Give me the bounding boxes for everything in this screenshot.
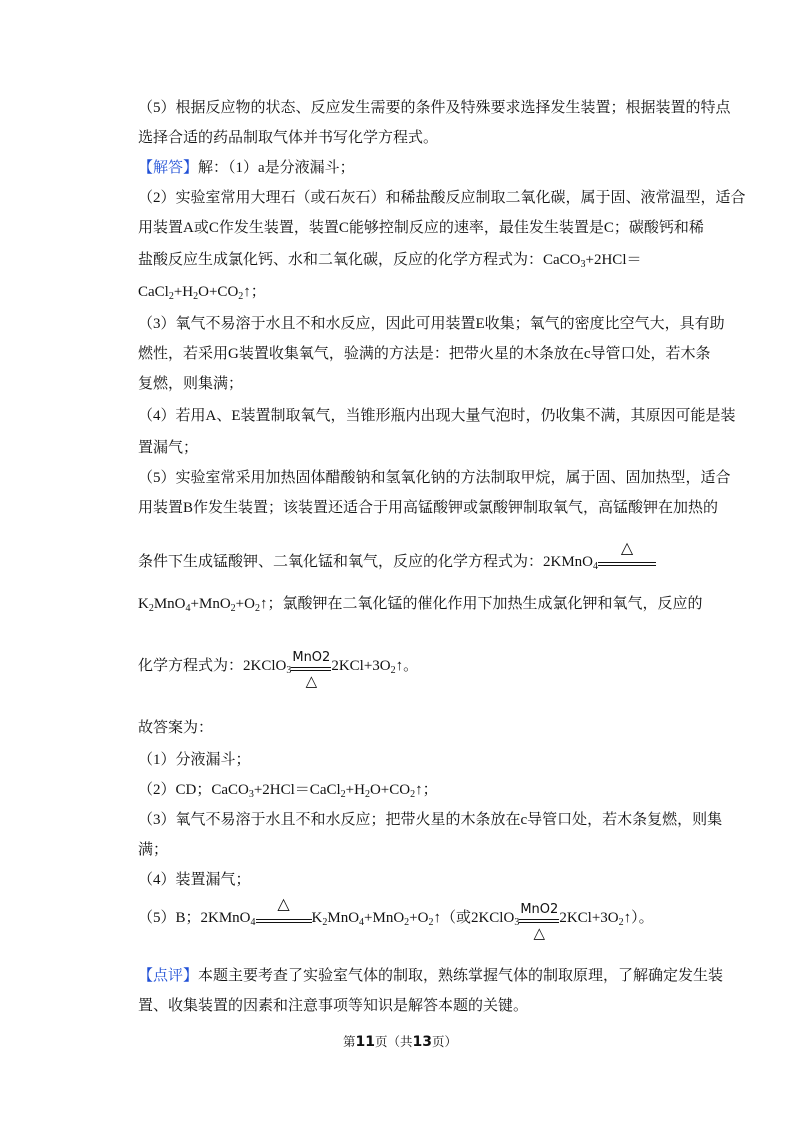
catalyst-label [292,651,330,664]
subscript: 3 [514,917,520,928]
text-span: 盐酸反应生成氯化钙、水和二氧化碳，反应的化学方程式为：CaCO [138,252,581,268]
subscript: 2 [193,291,199,302]
heat-condition [598,538,656,566]
text-span: +MnO [364,910,405,926]
text-span: +MnO [190,596,231,612]
subscript: 3 [580,259,586,270]
subscript: 2 [230,603,236,614]
subscript: 3 [286,665,292,676]
text-span: K [138,596,149,612]
text-span: +O [409,910,429,926]
subscript: 2 [404,917,410,928]
equation-line [138,594,703,614]
heat-symbol: △ [533,924,546,942]
text-line: 选择合适的药品制取气体并书写化学方程式。 [138,130,439,146]
text-span: 本题主要考查了实验室气体的制取，熟练掌握气体的制取原理，了解确定发生装 [198,968,724,984]
subscript: 2 [254,603,260,614]
comment-line [138,966,724,986]
text-span: ↑。 [395,658,419,674]
text-span: ↑）。 [623,910,654,926]
heat-symbol: △ [305,672,318,690]
subscript: 4 [250,917,256,928]
heat-condition [256,894,312,922]
text-span: O+CO [369,782,411,798]
text-line: 燃性，若采用G装置收集氧气，验满的方法是：把带火星的木条放在c导管口处，若木条 [138,346,711,362]
page-number: 11 [355,1034,375,1050]
subscript: 4 [185,603,191,614]
total-pages: 13 [412,1034,432,1050]
footer-text: 第 [342,1034,356,1049]
subscript: 2 [618,917,624,928]
equation-line [138,538,686,572]
text-span: 解：（1）a是分液漏斗； [198,160,355,176]
subscript: 2 [340,789,346,800]
text-line: 故答案为： [138,720,214,736]
text-line: （5）根据反应物的状态、反应发生需要的条件及特殊要求选择发生装置；根据装置的特点 [138,100,731,116]
catalyst-condition [291,650,331,690]
subscript: 2 [322,917,328,928]
subscript: 4 [359,917,365,928]
footer-text: 页（共 [374,1034,413,1049]
text-line: 置漏气； [138,440,199,456]
text-span: 2KCl+3O [559,910,619,926]
equals-bar [519,919,559,923]
subscript: 2 [168,291,174,302]
text-line: （3）氧气不易溶于水且不和水反应，因此可用装置E收集；氧气的密度比空气大，具有助 [138,316,725,332]
equation-line [138,250,686,270]
text-span: （2）CD；CaCO [138,782,249,798]
text-line: （5）实验室常采用加热固体醋酸钠和氢氧化钠的方法制取甲烷，属于固、固加热型，适合 [138,470,731,486]
page-footer [0,1032,800,1050]
text-span: +H [345,782,365,798]
comment-tag: 【点评】 [138,968,199,984]
text-line: 复燃，则集满； [138,376,244,392]
text-span: ↑； [243,284,266,300]
subscript: 3 [248,789,254,800]
text-span: ↑；氯酸钾在二氧化锰的催化作用下加热生成氯化钾和氧气，反应的 [259,596,703,612]
text-span: （5）B；2KMnO [138,910,251,926]
subscript: 2 [390,665,396,676]
subscript: 2 [148,603,154,614]
text-span: CaCl [138,284,169,300]
catalyst-text: MnO [292,650,323,665]
catalyst-subscript: 2 [550,902,559,917]
text-line: 用装置A或C作发生装置，装置C能够控制反应的速率，最佳发生装置是C；碳酸钙和稀 [138,220,704,236]
text-span: 化学方程式为：2KClO [138,658,287,674]
equals-bar [598,562,656,566]
text-line: （2）实验室常用大理石（或石灰石）和稀盐酸反应制取二氧化碳，属于固、液常温型，适合 [138,190,746,206]
text-span: +H [173,284,194,300]
text-line: （4）若用A、E装置制取氧气，当锥形瓶内出现大量气泡时，仍收集不满，其原因可能是装 [138,408,736,424]
footer-text: 页） [431,1034,457,1049]
text-span: +2HCl＝ [585,252,642,268]
text-line: （3）氧气不易溶于水且不和水反应；把带火星的木条放在c导管口处，若木条复燃，则集 [138,812,723,828]
text-span: 条件下生成锰酸钾、二氧化锰和氧气，反应的化学方程式为：2KMnO [138,554,594,570]
text-span: +2HCl＝CaCl [253,782,341,798]
text-span: ↑（或2KClO [433,910,515,926]
subscript: 2 [238,291,244,302]
subscript: 2 [428,917,434,928]
catalyst-subscript: 2 [322,650,331,665]
heat-symbol: △ [620,538,634,557]
text-span: K [311,910,323,926]
equation-line [138,894,686,942]
text-line: 用装置B作发生装置；该装置还适合于用高锰酸钾或氯酸钾制取氧气，高锰酸钾在加热的 [138,500,719,516]
equation-line [138,282,686,302]
text-span: MnO [153,596,186,612]
equation-line [138,650,686,690]
text-span: ↑； [415,782,438,798]
equals-bar [291,667,331,671]
text-line: （4）装置漏气； [138,872,251,888]
equation-line [138,780,686,800]
equals-bar [256,919,312,923]
text-span: O+CO [198,284,239,300]
catalyst-condition [519,902,559,942]
heat-symbol: △ [277,894,290,913]
answer-tag: 【解答】 [138,160,199,176]
text-line: 满； [138,842,169,858]
text-line: 置、收集装置的因素和注意事项等知识是解答本题的关键。 [138,998,529,1014]
text-span: 2KCl+3O [331,658,391,674]
text-line: （1）分液漏斗； [138,752,251,768]
subscript: 2 [410,789,416,800]
catalyst-label [520,903,558,916]
subscript: 4 [593,561,599,572]
answer-line [138,158,686,178]
subscript: 2 [364,789,370,800]
text-span: MnO [327,910,360,926]
text-span: +O [235,596,255,612]
catalyst-text: MnO [520,902,551,917]
